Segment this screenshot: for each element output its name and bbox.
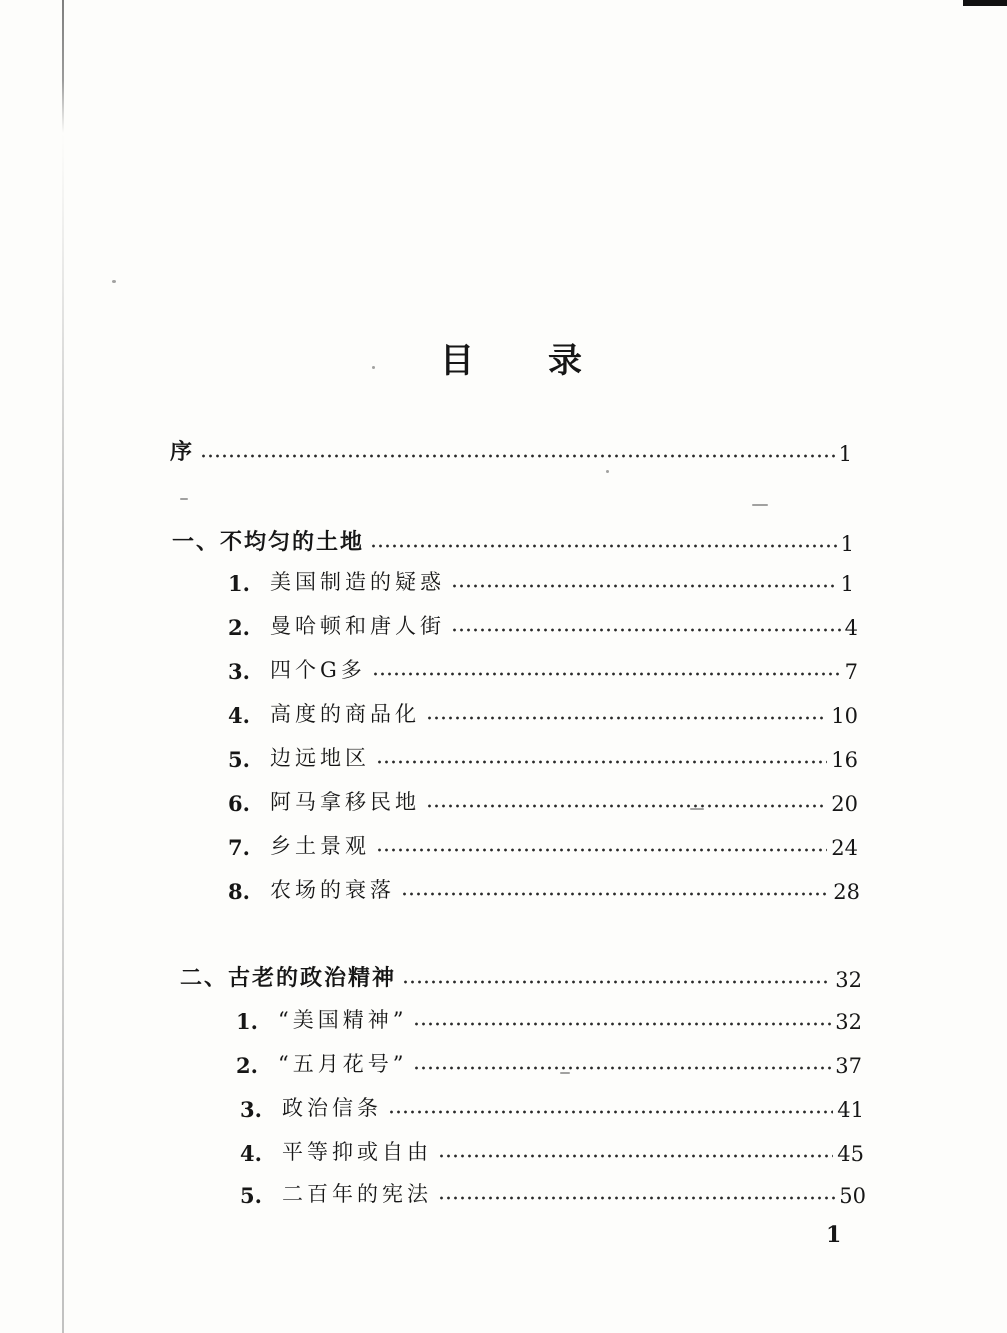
toc-item-label: 二百年的宪法 bbox=[282, 1182, 432, 1206]
toc-item-page: 7 bbox=[844, 660, 858, 684]
toc-chapter-1 bbox=[172, 522, 854, 558]
toc-item-label: 边远地区 bbox=[270, 746, 370, 770]
toc-item-number: 1. bbox=[236, 1009, 258, 1034]
toc-chapter-2 bbox=[180, 958, 862, 994]
toc-item-page: 20 bbox=[831, 792, 858, 816]
dot-leader bbox=[451, 628, 841, 632]
toc-item-label: 四个G多 bbox=[270, 658, 366, 682]
dot-leader bbox=[413, 1066, 831, 1070]
toc-item-page: 16 bbox=[831, 748, 858, 772]
dot-leader bbox=[413, 1022, 831, 1026]
dot-leader bbox=[438, 1154, 833, 1158]
dot-leader bbox=[426, 804, 827, 808]
dot-leader bbox=[426, 716, 827, 720]
dot-leader bbox=[376, 760, 827, 764]
dot-leader bbox=[370, 544, 837, 548]
scan-speck bbox=[112, 280, 116, 283]
toc-item-number: 2. bbox=[236, 1053, 258, 1078]
toc-item-label: “五月花号” bbox=[278, 1052, 408, 1076]
toc-item-number: 2. bbox=[228, 615, 250, 640]
dot-leader bbox=[451, 584, 837, 588]
toc-item-label: 平等抑或自由 bbox=[282, 1140, 432, 1164]
toc-item-label: 曼哈顿和唐人街 bbox=[270, 614, 445, 638]
toc-entry-page: 1 bbox=[838, 442, 852, 466]
toc-chapter-page: 1 bbox=[840, 532, 854, 556]
toc-item-page: 45 bbox=[837, 1142, 864, 1166]
scan-speck bbox=[752, 504, 768, 506]
dot-leader bbox=[402, 980, 831, 984]
scan-speck bbox=[606, 470, 609, 473]
page-number: 1 bbox=[826, 1222, 842, 1248]
toc-item-label: 农场的衰落 bbox=[270, 878, 395, 902]
toc-item bbox=[228, 650, 858, 686]
toc-chapter-page: 32 bbox=[835, 968, 862, 992]
toc-item-label: “美国精神” bbox=[278, 1008, 408, 1032]
dot-leader bbox=[401, 892, 829, 896]
toc-title bbox=[440, 336, 600, 386]
scan-corner-mark bbox=[963, 0, 1007, 6]
toc-item-label: 阿马拿移民地 bbox=[270, 790, 420, 814]
toc-title-char-2: 录 bbox=[548, 341, 582, 381]
toc-item-page: 41 bbox=[837, 1098, 864, 1122]
dot-leader bbox=[388, 1110, 833, 1114]
dot-leader bbox=[376, 848, 827, 852]
toc-chapter-label: 一、不均匀的土地 bbox=[172, 530, 365, 555]
toc-item-number: 3. bbox=[228, 659, 250, 684]
dot-leader bbox=[200, 454, 835, 458]
toc-item bbox=[240, 1088, 864, 1124]
binding-edge-line bbox=[62, 0, 64, 1333]
toc-item-label: 美国制造的疑惑 bbox=[270, 570, 445, 594]
toc-item-number: 1. bbox=[228, 571, 250, 596]
toc-item-number: 5. bbox=[228, 747, 250, 772]
toc-item bbox=[228, 870, 860, 906]
toc-item bbox=[236, 1044, 862, 1080]
dot-leader bbox=[438, 1196, 835, 1200]
toc-item-page: 37 bbox=[835, 1054, 862, 1078]
toc-item bbox=[228, 826, 858, 862]
toc-item bbox=[228, 738, 858, 774]
toc-item bbox=[228, 606, 858, 642]
toc-chapter-label: 二、古老的政治精神 bbox=[180, 966, 397, 991]
toc-item bbox=[240, 1132, 864, 1168]
toc-item-number: 3. bbox=[240, 1097, 262, 1122]
toc-entry-label: 序 bbox=[170, 440, 195, 465]
toc-item-page: 1 bbox=[840, 572, 854, 596]
toc-item-number: 7. bbox=[228, 835, 250, 860]
toc-item bbox=[228, 694, 858, 730]
toc-item-number: 8. bbox=[228, 879, 250, 904]
toc-item-number: 4. bbox=[240, 1141, 262, 1166]
dot-leader bbox=[372, 672, 841, 676]
scan-speck bbox=[372, 366, 375, 369]
toc-item-page: 28 bbox=[833, 880, 860, 904]
toc-item-page: 50 bbox=[839, 1184, 866, 1208]
toc-item-label: 乡土景观 bbox=[270, 834, 370, 858]
toc-item-page: 24 bbox=[831, 836, 858, 860]
toc-item-number: 4. bbox=[228, 703, 250, 728]
toc-item-page: 10 bbox=[831, 704, 858, 728]
toc-title-char-1: 目 bbox=[440, 341, 474, 381]
toc-item bbox=[236, 1000, 862, 1036]
toc-item-number: 5. bbox=[240, 1183, 262, 1208]
toc-item bbox=[228, 562, 854, 598]
toc-item-page: 32 bbox=[835, 1010, 862, 1034]
toc-item-label: 政治信条 bbox=[282, 1096, 382, 1120]
toc-item bbox=[228, 782, 858, 818]
toc-item-page: 4 bbox=[844, 616, 858, 640]
toc-entry-preface bbox=[170, 432, 852, 468]
toc-item bbox=[240, 1174, 866, 1210]
toc-item-label: 高度的商品化 bbox=[270, 702, 420, 726]
scan-speck bbox=[180, 498, 188, 500]
toc-item-number: 6. bbox=[228, 791, 250, 816]
